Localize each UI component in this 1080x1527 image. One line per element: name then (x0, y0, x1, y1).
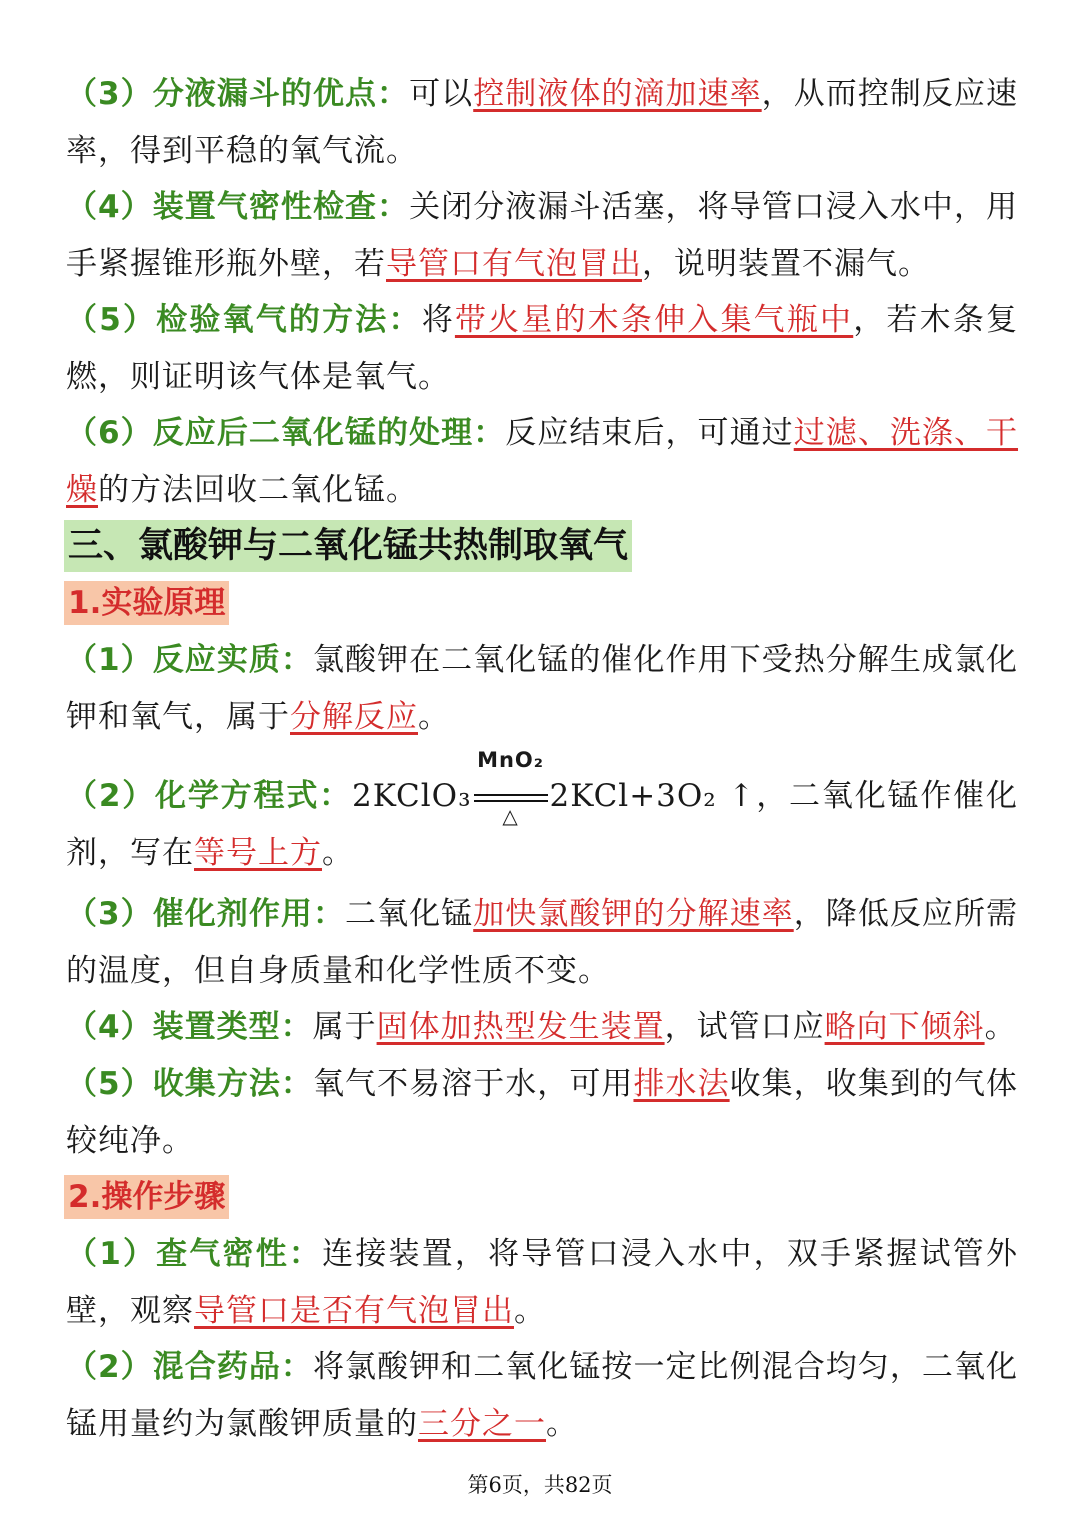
heating-triangle: △ (502, 803, 519, 828)
item-label: （1）反应实质： (66, 642, 313, 678)
catalyst-label: MnO₂ (477, 747, 544, 772)
step-check-airtightness: （1）查气密性：连接装置，将导管口浸入水中，双手紧握试管外壁，观察导管口是否有气泡冒出。 (66, 1236, 1018, 1329)
principle-reaction-essence: （1）反应实质：氯酸钾在二氧化锰的催化作用下受热分解生成氯化钾和氧气，属于分解反应。 (66, 642, 1018, 735)
principle-catalyst-role: （3）催化剂作用：二氧化锰加快氯酸钾的分解速率，降低反应所需的温度，但自身质量和化学性质不变。 (66, 896, 1019, 989)
item-mno2-recovery: （6）反应后二氧化锰的处理：反应结束后，可通过过滤、洗涤、干燥的方法回收二氧化锰。 (66, 415, 1019, 508)
equation-reactant: 2KClO₃ (351, 778, 472, 814)
item-airtightness-check: （4）装置气密性检查：关闭分液漏斗活塞，将导管口浸入水中，用手紧握锥形瓶外壁，若导管口有气泡冒出，说明装置不漏气。 (66, 189, 1018, 282)
key-point: 分解反应 (290, 699, 418, 735)
key-point: 略向下倾斜 (824, 1009, 985, 1045)
item-label: （4）装置类型： (66, 1009, 313, 1045)
item-label: （6）反应后二氧化锰的处理： (66, 415, 506, 451)
key-point: 带火星的木条伸入集气瓶中 (454, 302, 854, 338)
item-label: （5）检验氧气的方法： (66, 302, 422, 338)
principle-chemical-equation: （2）化学方程式：2KClO₃ MnO₂ △ 2KCl+3O₂ ↑，二氧化锰作催化剂，写在等号上方。 (66, 747, 1018, 871)
page-number: 第6页，共82页 (467, 1473, 613, 1497)
key-point: 过滤、洗涤、干燥 (66, 415, 1019, 508)
item-label: （3）分液漏斗的优点： (66, 76, 410, 112)
item-label: （5）收集方法： (66, 1066, 313, 1102)
key-point: 等号上方 (194, 835, 322, 871)
key-point: 三分之一 (418, 1406, 546, 1442)
section-heading: 三、氯酸钾与二氧化锰共热制取氧气 (64, 520, 632, 572)
item-separating-funnel-advantage: （3）分液漏斗的优点：可以控制液体的滴加速率，从而控制反应速率，得到平稳的氧气流。 (66, 76, 1019, 169)
subsection-heading: 1.实验原理 (64, 581, 229, 625)
principle-collection-method: （5）收集方法：氧气不易溶于水，可用排水法收集，收集到的气体较纯净。 (66, 1066, 1019, 1159)
item-label: （4）装置气密性检查： (66, 189, 410, 225)
step-mix-reagents: （2）混合药品：将氯酸钾和二氧化锰按一定比例混合均匀，二氧化锰用量约为氯酸钾质量的三分之一。 (66, 1349, 1018, 1442)
item-oxygen-test: （5）检验氧气的方法：将带火星的木条伸入集气瓶中，若木条复燃，则证明该气体是氧气。 (66, 302, 1019, 395)
key-point: 导管口有气泡冒出 (386, 246, 642, 282)
item-label: （2）混合药品： (66, 1349, 313, 1385)
item-label: （2）化学方程式： (66, 778, 352, 814)
gas-arrow: ↑ (716, 778, 756, 814)
key-point: 排水法 (633, 1066, 730, 1102)
key-point: 加快氯酸钾的分解速率 (473, 896, 794, 932)
principle-apparatus-type: （4）装置类型：属于固体加热型发生装置，试管口应略向下倾斜。 (66, 1009, 1017, 1045)
item-label: （1）查气密性： (66, 1236, 323, 1272)
subsection-heading: 2.操作步骤 (64, 1175, 229, 1219)
equation-product: 2KCl+3O₂ (549, 778, 717, 814)
key-point: 固体加热型发生装置 (376, 1009, 665, 1045)
reaction-condition-sign (474, 747, 548, 828)
key-point: 导管口是否有气泡冒出 (194, 1293, 514, 1329)
item-label: （3）催化剂作用： (66, 896, 346, 932)
key-point: 控制液体的滴加速率 (473, 76, 762, 112)
